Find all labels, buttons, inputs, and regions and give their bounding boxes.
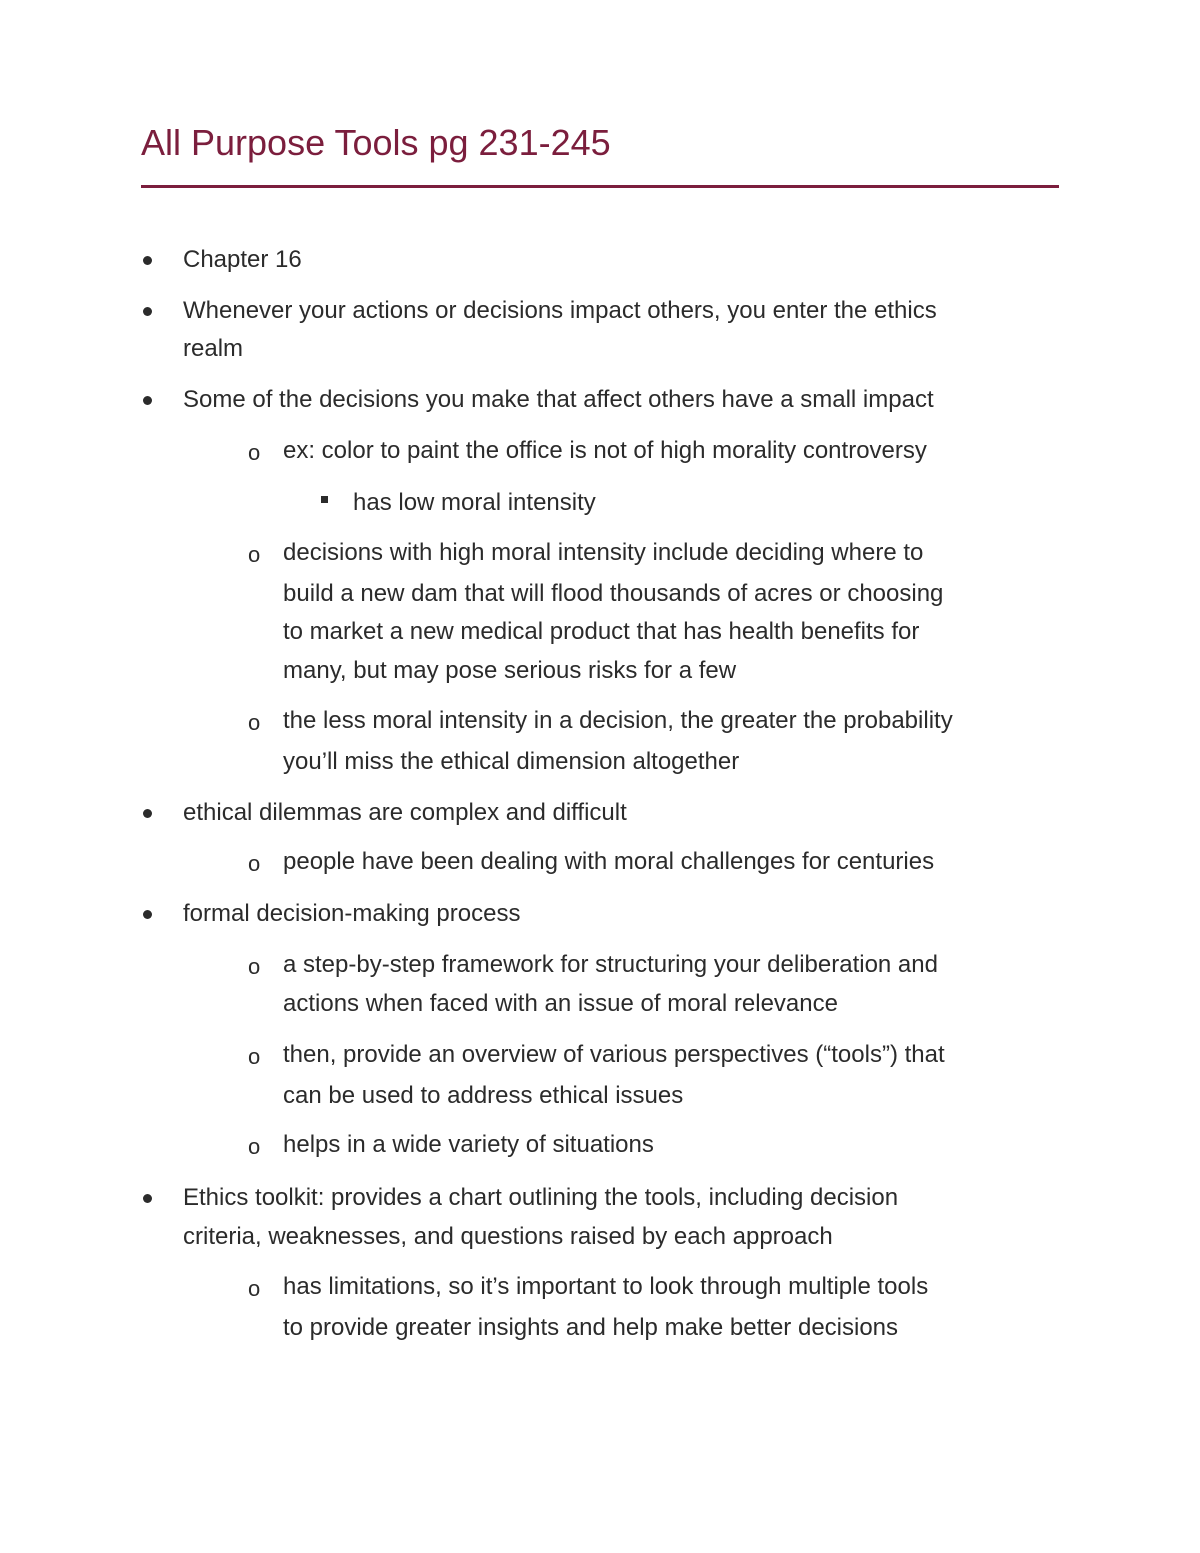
subsub-bullet-text: has low moral intensity	[353, 489, 596, 516]
sub-bullet-marker: o	[248, 1134, 261, 1159]
bullet-marker	[143, 809, 152, 818]
bullet-text: criteria, weaknesses, and questions raised by each approach	[183, 1223, 833, 1250]
bullet-text: ethical dilemmas are complex and difficult	[183, 799, 627, 826]
sub-bullet-marker: o	[248, 1276, 261, 1301]
sub-bullet-text: build a new dam that will flood thousands of acres or choosing	[283, 580, 944, 607]
bullet-text: formal decision-making process	[183, 900, 521, 927]
bullet-marker	[143, 396, 152, 405]
sub-bullet-text: helps in a wide variety of situations	[283, 1131, 654, 1158]
bullet-text: Whenever your actions or decisions impact others, you enter the ethics	[183, 297, 937, 324]
sub-bullet-text: has limitations, so it’s important to look through multiple tools	[283, 1273, 929, 1300]
sub-bullet-text: people have been dealing with moral challenges for centuries	[283, 848, 935, 875]
bullet-text: Ethics toolkit: provides a chart outlining the tools, including decision	[183, 1184, 899, 1211]
sub-bullet-text: decisions with high moral intensity include deciding where to	[283, 539, 924, 566]
sub-bullet-marker: o	[248, 954, 261, 979]
sub-bullet-text: then, provide an overview of various perspectives (“tools”) that	[283, 1041, 945, 1068]
sub-bullet-text: can be used to address ethical issues	[283, 1082, 684, 1109]
sub-bullet-text: to market a new medical product that has health benefits for	[283, 618, 920, 645]
sub-bullet-text: a step-by-step framework for structuring your deliberation and	[283, 951, 938, 978]
sub-bullet-marker: o	[248, 1044, 261, 1069]
sub-bullet-text: ex: color to paint the office is not of high morality controversy	[283, 437, 927, 464]
sub-bullet-text: to provide greater insights and help make better decisions	[283, 1314, 899, 1341]
sub-bullet-text: the less moral intensity in a decision, the greater the probability	[283, 707, 953, 734]
bullet-marker	[143, 1194, 152, 1203]
bullet-marker	[143, 307, 152, 316]
sub-bullet-marker: o	[248, 710, 261, 735]
bullet-text: Chapter 16	[183, 246, 302, 273]
bullet-text: realm	[183, 335, 244, 362]
bullet-text: Some of the decisions you make that affect others have a small impact	[183, 386, 934, 413]
sub-bullet-marker: o	[248, 440, 261, 465]
bullet-marker	[143, 256, 152, 265]
sub-bullet-text: actions when faced with an issue of moral relevance	[283, 990, 838, 1017]
sub-bullet-text: many, but may pose serious risks for a few	[283, 657, 737, 684]
sub-bullet-text: you’ll miss the ethical dimension altogether	[283, 748, 740, 775]
subsub-bullet-marker	[321, 496, 328, 503]
sub-bullet-marker: o	[248, 851, 261, 876]
bullet-marker	[143, 910, 152, 919]
page-title: All Purpose Tools pg 231-245	[141, 122, 611, 163]
sub-bullet-marker: o	[248, 542, 261, 567]
title-divider	[141, 185, 1059, 188]
